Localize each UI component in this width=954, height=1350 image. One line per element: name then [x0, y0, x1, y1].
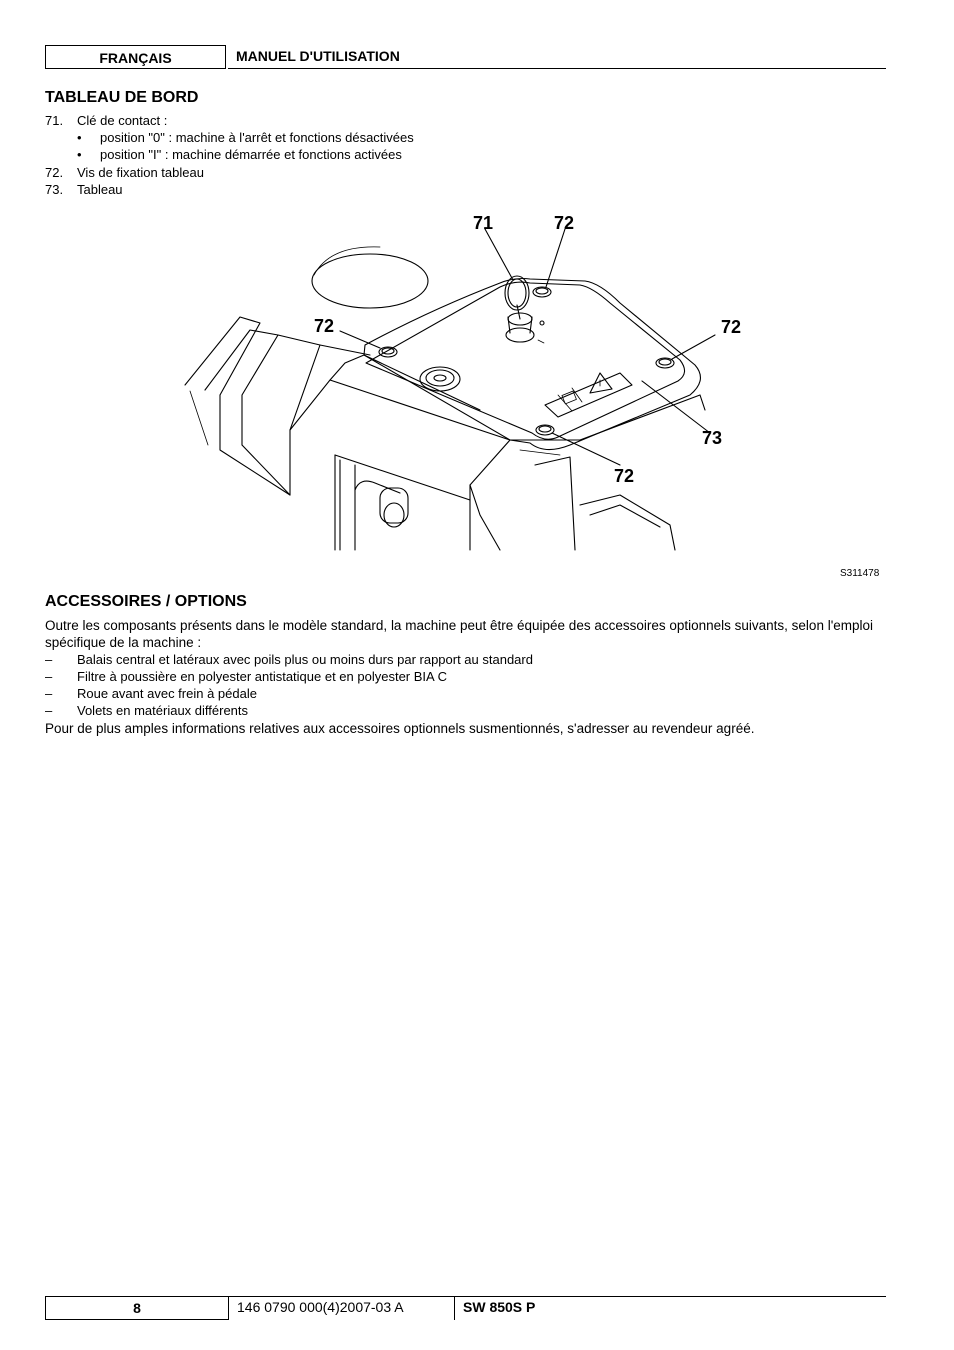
list-item-num: 71.: [45, 113, 64, 128]
dash: –: [45, 652, 53, 667]
dash: –: [45, 669, 53, 684]
accessory-item: Balais central et latéraux avec poils plus ou moins durs par rapport au standard: [77, 652, 533, 667]
accessory-item: Roue avant avec frein à pédale: [77, 686, 257, 701]
list-item-num: 72.: [45, 165, 64, 180]
footer-rule: [229, 1296, 886, 1297]
callout-72-top: 72: [554, 213, 575, 233]
callout-72-bottom: 72: [614, 466, 635, 486]
section-heading-dashboard: TABLEAU DE BORD: [45, 89, 199, 106]
section-heading-accessories: ACCESSOIRES / OPTIONS: [45, 593, 247, 610]
list-item-text: Vis de fixation tableau: [77, 165, 204, 180]
page-number: 8: [45, 1296, 229, 1320]
accessory-item: Volets en matériaux différents: [77, 703, 249, 718]
accessories-outro: Pour de plus amples informations relatives aux accessoires optionnels susmentionnés, s'adresser au revendeur agréé.: [45, 721, 755, 736]
page-footer: [45, 1296, 886, 1320]
dash: –: [45, 703, 53, 718]
machine-model: SW 850S P: [463, 1299, 536, 1315]
callout-73: 73: [702, 428, 723, 448]
bullet: •: [77, 130, 82, 145]
callout-72-right: 72: [721, 317, 742, 337]
list-item-text: position "I" : machine démarrée et fonctions activées: [100, 147, 402, 162]
list-item-text: Clé de contact :: [77, 113, 168, 128]
bullet: •: [77, 147, 82, 162]
language-label: FRANÇAIS: [45, 45, 226, 69]
callout-72-left: 72: [314, 316, 335, 336]
header-rule: [228, 68, 886, 69]
accessories-intro: Outre les composants présents dans le modèle standard, la machine peut être équipée des accessoires optionnels suivants, selon l'emploi spécifique de la machine :: [45, 618, 874, 651]
manual-title: MANUEL D'UTILISATION: [236, 48, 400, 64]
list-item-text: Tableau: [77, 182, 123, 197]
accessory-item: Filtre à poussière en polyester antistatique et en polyester BIA C: [77, 669, 447, 684]
list-item-text: position "0" : machine à l'arrêt et fonctions désactivées: [100, 130, 414, 145]
dashboard-illustration: [180, 205, 760, 565]
list-item-num: 73.: [45, 182, 64, 197]
footer-separator: [454, 1296, 455, 1320]
figure-reference: S311478: [840, 568, 880, 579]
callout-71: 71: [473, 213, 494, 233]
document-code: 146 0790 000(4)2007-03 A: [237, 1299, 404, 1315]
dash: –: [45, 686, 53, 701]
page-header: [45, 45, 886, 69]
